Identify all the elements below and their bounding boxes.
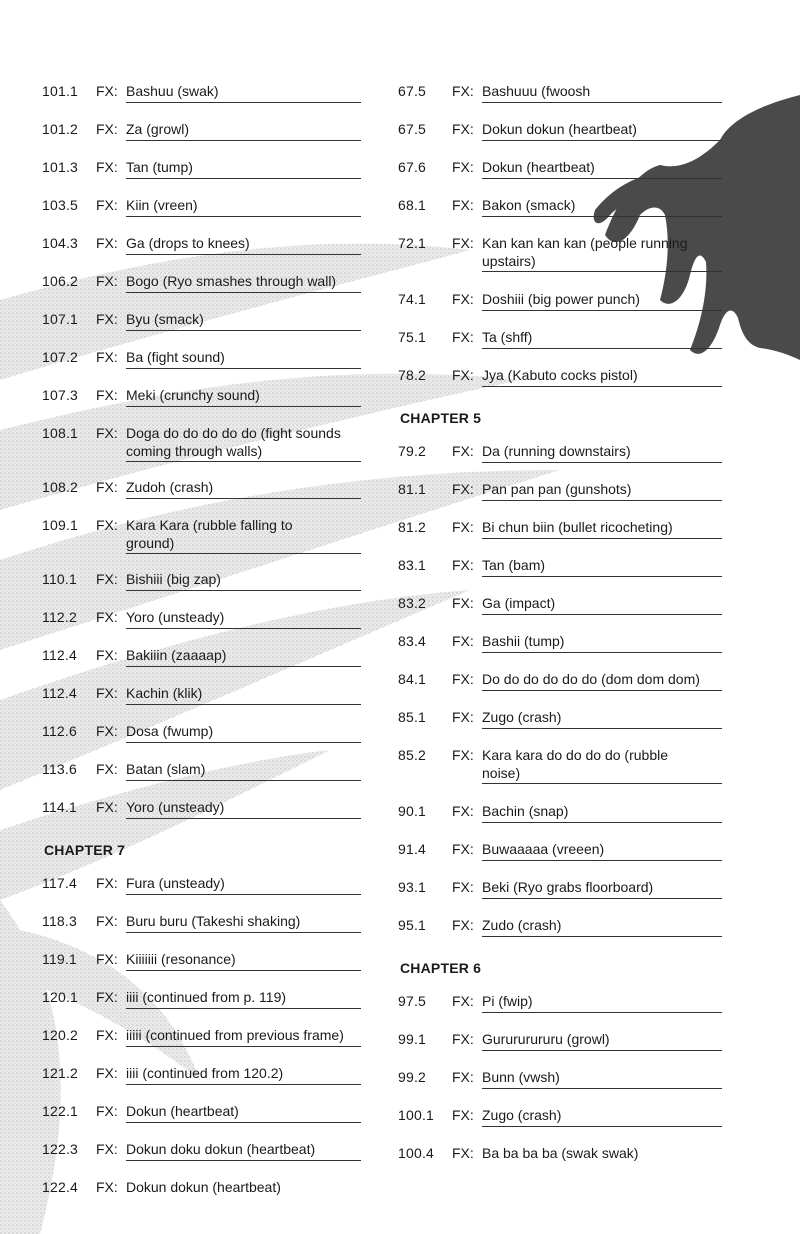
fx-description: Buru buru (Takeshi shaking) — [126, 912, 361, 933]
fx-description: Dokun doku dokun (heartbeat) — [126, 1140, 361, 1161]
fx-description: Dokun (heartbeat) — [482, 158, 722, 179]
fx-label: FX: — [96, 83, 118, 99]
page-panel-number: 83.1 — [398, 557, 427, 573]
fx-description: Tan (bam) — [482, 556, 722, 577]
fx-label: FX: — [452, 121, 474, 137]
fx-entry — [40, 76, 365, 114]
fx-label: FX: — [96, 913, 118, 929]
fx-label: FX: — [96, 647, 118, 663]
fx-entry — [396, 588, 726, 626]
fx-label: FX: — [96, 685, 118, 701]
fx-label: FX: — [96, 273, 118, 289]
page-panel-number: 74.1 — [398, 291, 427, 307]
fx-entry — [40, 304, 365, 342]
page-panel-number: 101.2 — [42, 121, 79, 137]
fx-description: Ba (fight sound) — [126, 348, 361, 369]
fx-description: Kara Kara (rubble falling to ground) — [126, 516, 361, 554]
fx-entry — [396, 228, 726, 284]
fx-label: FX: — [452, 671, 474, 687]
fx-label: FX: — [96, 235, 118, 251]
fx-entry — [40, 906, 365, 944]
fx-label: FX: — [452, 917, 474, 933]
page-panel-number: 114.1 — [42, 799, 77, 815]
page-panel-number: 72.1 — [398, 235, 427, 251]
page-panel-number: 81.1 — [398, 481, 427, 497]
chapter-heading — [396, 398, 726, 436]
fx-entry — [396, 626, 726, 664]
fx-label: FX: — [96, 571, 118, 587]
page-panel-number: 81.2 — [398, 519, 427, 535]
fx-description: Zugo (crash) — [482, 1106, 722, 1127]
fx-label: FX: — [452, 481, 474, 497]
fx-description: Bakiiin (zaaaap) — [126, 646, 361, 667]
page-panel-number: 118.3 — [42, 913, 77, 929]
fx-description: Bachin (snap) — [482, 802, 722, 823]
fx-entry — [40, 266, 365, 304]
chapter-heading — [40, 830, 365, 868]
fx-label: FX: — [452, 291, 474, 307]
fx-entry — [396, 190, 726, 228]
fx-entry — [396, 1062, 726, 1100]
fx-label: FX: — [96, 1141, 118, 1157]
fx-label: FX: — [452, 83, 474, 99]
page-panel-number: 79.2 — [398, 443, 427, 459]
fx-entry — [396, 76, 726, 114]
fx-description: Kara kara do do do do (rubble noise) — [482, 746, 722, 784]
fx-description: Meki (crunchy sound) — [126, 386, 361, 407]
fx-entry — [40, 678, 365, 716]
fx-label: FX: — [96, 1065, 118, 1081]
fx-label: FX: — [96, 517, 118, 533]
page-panel-number: 68.1 — [398, 197, 427, 213]
fx-label: FX: — [452, 557, 474, 573]
fx-entry — [396, 550, 726, 588]
fx-entry — [396, 512, 726, 550]
fx-description: Pi (fwip) — [482, 992, 722, 1013]
fx-entry — [40, 982, 365, 1020]
page-panel-number: 112.4 — [42, 647, 77, 663]
fx-description: Bashuuu (fwoosh — [482, 82, 722, 103]
fx-description: Yoro (unsteady) — [126, 798, 361, 819]
fx-label: FX: — [96, 1027, 118, 1043]
fx-description: Bi chun biin (bullet ricocheting) — [482, 518, 722, 539]
fx-entry — [396, 1138, 726, 1176]
page-panel-number: 107.3 — [42, 387, 79, 403]
fx-label: FX: — [452, 367, 474, 383]
fx-entry — [40, 868, 365, 906]
fx-entry — [40, 510, 365, 564]
fx-entry — [396, 664, 726, 702]
fx-label: FX: — [96, 723, 118, 739]
fx-entry — [396, 796, 726, 834]
chapter-heading — [396, 948, 726, 986]
page-panel-number: 107.1 — [42, 311, 79, 327]
fx-label: FX: — [452, 633, 474, 649]
page-panel-number: 120.2 — [42, 1027, 79, 1043]
fx-entry — [40, 564, 365, 602]
fx-entry — [396, 436, 726, 474]
fx-entry — [40, 342, 365, 380]
page-panel-number: 122.1 — [42, 1103, 79, 1119]
fx-description: Ta (shff) — [482, 328, 722, 349]
page-panel-number: 119.1 — [42, 951, 77, 967]
fx-entry — [40, 792, 365, 830]
fx-label: FX: — [452, 747, 474, 763]
page-panel-number: 100.1 — [398, 1107, 435, 1123]
fx-description: Beki (Ryo grabs floorboard) — [482, 878, 722, 899]
fx-entry — [40, 152, 365, 190]
fx-description: Doshiii (big power punch) — [482, 290, 722, 311]
fx-description: iiii (continued from p. 119) — [126, 988, 361, 1009]
chapter-title: CHAPTER 6 — [400, 960, 482, 976]
page-panel-number: 90.1 — [398, 803, 427, 819]
page-panel-number: 93.1 — [398, 879, 427, 895]
page-panel-number: 122.3 — [42, 1141, 79, 1157]
fx-entry — [40, 754, 365, 792]
fx-label: FX: — [96, 609, 118, 625]
page-panel-number: 112.6 — [42, 723, 77, 739]
fx-entry — [40, 1096, 365, 1134]
fx-description: Bakon (smack) — [482, 196, 722, 217]
fx-label: FX: — [96, 1179, 118, 1195]
page-panel-number: 83.2 — [398, 595, 427, 611]
fx-entry — [40, 716, 365, 754]
page-panel-number: 112.4 — [42, 685, 77, 701]
fx-entry — [396, 360, 726, 398]
fx-description: Kiin (vreen) — [126, 196, 361, 217]
fx-description: Yoro (unsteady) — [126, 608, 361, 629]
fx-label: FX: — [96, 1103, 118, 1119]
fx-entry — [40, 114, 365, 152]
fx-label: FX: — [96, 951, 118, 967]
page-panel-number: 85.1 — [398, 709, 427, 725]
fx-description: iiii (continued from 120.2) — [126, 1064, 361, 1085]
fx-entry — [396, 322, 726, 360]
fx-entry — [40, 1172, 365, 1210]
fx-label: FX: — [96, 425, 118, 441]
fx-description: Tan (tump) — [126, 158, 361, 179]
page-panel-number: 107.2 — [42, 349, 79, 365]
fx-entry — [396, 1100, 726, 1138]
fx-label: FX: — [96, 989, 118, 1005]
fx-description: Buwaaaaa (vreeen) — [482, 840, 722, 861]
page-panel-number: 112.2 — [42, 609, 77, 625]
fx-label: FX: — [96, 387, 118, 403]
fx-description: Ga (drops to knees) — [126, 234, 361, 255]
fx-entry — [396, 702, 726, 740]
fx-label: FX: — [452, 1069, 474, 1085]
fx-description: Ba ba ba ba (swak swak) — [482, 1145, 639, 1161]
fx-entry — [40, 472, 365, 510]
fx-description: Zudoh (crash) — [126, 478, 361, 499]
page-panel-number: 97.5 — [398, 993, 427, 1009]
fx-description: Kiiiiiii (resonance) — [126, 950, 361, 971]
page-panel-number: 100.4 — [398, 1145, 435, 1161]
fx-label: FX: — [452, 993, 474, 1009]
fx-entry — [396, 1024, 726, 1062]
fx-description: Bashuu (swak) — [126, 82, 361, 103]
page-panel-number: 67.5 — [398, 83, 427, 99]
page-panel-number: 122.4 — [42, 1179, 79, 1195]
fx-label: FX: — [452, 519, 474, 535]
page-panel-number: 83.4 — [398, 633, 427, 649]
fx-label: FX: — [96, 349, 118, 365]
page-panel-number: 109.1 — [42, 517, 79, 533]
fx-description: Bishiii (big zap) — [126, 570, 361, 591]
fx-list-right-column — [396, 76, 726, 1176]
chapter-title: CHAPTER 7 — [44, 842, 126, 858]
page-panel-number: 117.4 — [42, 875, 77, 891]
page-panel-number: 67.6 — [398, 159, 427, 175]
fx-description: Bogo (Ryo smashes through wall) — [126, 272, 361, 293]
fx-entry — [396, 834, 726, 872]
fx-entry — [396, 152, 726, 190]
fx-entry — [396, 986, 726, 1024]
fx-description: Doga do do do do do (fight sounds coming through walls) — [126, 424, 361, 462]
fx-entry — [396, 284, 726, 322]
page-panel-number: 78.2 — [398, 367, 427, 383]
page-panel-number: 101.3 — [42, 159, 79, 175]
fx-label: FX: — [96, 479, 118, 495]
fx-description: Zudo (crash) — [482, 916, 722, 937]
fx-entry — [40, 944, 365, 982]
fx-label: FX: — [96, 761, 118, 777]
fx-entry — [396, 474, 726, 512]
page-panel-number: 99.2 — [398, 1069, 427, 1085]
page-panel-number: 120.1 — [42, 989, 79, 1005]
fx-entry — [40, 418, 365, 472]
page-panel-number: 108.1 — [42, 425, 79, 441]
page-panel-number: 85.2 — [398, 747, 427, 763]
fx-description: Dokun (heartbeat) — [126, 1102, 361, 1123]
page-panel-number: 99.1 — [398, 1031, 427, 1047]
fx-entry — [40, 228, 365, 266]
page-panel-number: 121.2 — [42, 1065, 79, 1081]
fx-description: Pan pan pan (gunshots) — [482, 480, 722, 501]
fx-description: iiiii (continued from previous frame) — [126, 1026, 361, 1047]
fx-label: FX: — [96, 875, 118, 891]
fx-description: Za (growl) — [126, 120, 361, 141]
fx-label: FX: — [452, 803, 474, 819]
fx-label: FX: — [452, 879, 474, 895]
fx-description: Bashii (tump) — [482, 632, 722, 653]
fx-entry — [396, 114, 726, 152]
fx-description: Bunn (vwsh) — [482, 1068, 722, 1089]
fx-label: FX: — [96, 159, 118, 175]
fx-label: FX: — [96, 311, 118, 327]
page-panel-number: 113.6 — [42, 761, 77, 777]
fx-label: FX: — [452, 1107, 474, 1123]
fx-description: Do do do do do do (dom dom dom) — [482, 670, 722, 691]
page-panel-number: 103.5 — [42, 197, 79, 213]
fx-label: FX: — [452, 159, 474, 175]
fx-label: FX: — [96, 121, 118, 137]
fx-description: Kachin (klik) — [126, 684, 361, 705]
fx-description: Byu (smack) — [126, 310, 361, 331]
fx-description: Dokun dokun (heartbeat) — [482, 120, 722, 141]
fx-label: FX: — [452, 443, 474, 459]
fx-label: FX: — [96, 799, 118, 815]
fx-label: FX: — [452, 595, 474, 611]
chapter-title: CHAPTER 5 — [400, 410, 482, 426]
fx-description: Dokun dokun (heartbeat) — [126, 1179, 281, 1195]
fx-label: FX: — [452, 1031, 474, 1047]
page-panel-number: 106.2 — [42, 273, 79, 289]
fx-entry — [40, 190, 365, 228]
fx-label: FX: — [452, 235, 474, 251]
fx-label: FX: — [452, 709, 474, 725]
fx-entry — [396, 872, 726, 910]
fx-label: FX: — [452, 1145, 474, 1161]
fx-entry — [40, 602, 365, 640]
fx-description: Zugo (crash) — [482, 708, 722, 729]
fx-description: Batan (slam) — [126, 760, 361, 781]
fx-entry — [40, 1020, 365, 1058]
fx-description: Da (running downstairs) — [482, 442, 722, 463]
page-panel-number: 75.1 — [398, 329, 427, 345]
fx-entry — [40, 1058, 365, 1096]
page-panel-number: 84.1 — [398, 671, 427, 687]
page-panel-number: 67.5 — [398, 121, 427, 137]
fx-entry — [396, 910, 726, 948]
fx-description: Fura (unsteady) — [126, 874, 361, 895]
page-panel-number: 110.1 — [42, 571, 77, 587]
fx-label: FX: — [452, 329, 474, 345]
page-panel-number: 95.1 — [398, 917, 427, 933]
fx-description: Jya (Kabuto cocks pistol) — [482, 366, 722, 387]
fx-label: FX: — [452, 197, 474, 213]
fx-entry — [40, 1134, 365, 1172]
fx-entry — [396, 740, 726, 796]
page-panel-number: 104.3 — [42, 235, 79, 251]
fx-description: Gurururururu (growl) — [482, 1030, 722, 1051]
fx-description: Dosa (fwump) — [126, 722, 361, 743]
fx-description: Kan kan kan kan (people running upstairs) — [482, 234, 722, 272]
fx-entry — [40, 640, 365, 678]
fx-list-left-column — [40, 76, 365, 1210]
fx-label: FX: — [452, 841, 474, 857]
page-panel-number: 91.4 — [398, 841, 427, 857]
page-panel-number: 101.1 — [42, 83, 79, 99]
fx-entry — [40, 380, 365, 418]
fx-description: Ga (impact) — [482, 594, 722, 615]
page-panel-number: 108.2 — [42, 479, 79, 495]
fx-label: FX: — [96, 197, 118, 213]
